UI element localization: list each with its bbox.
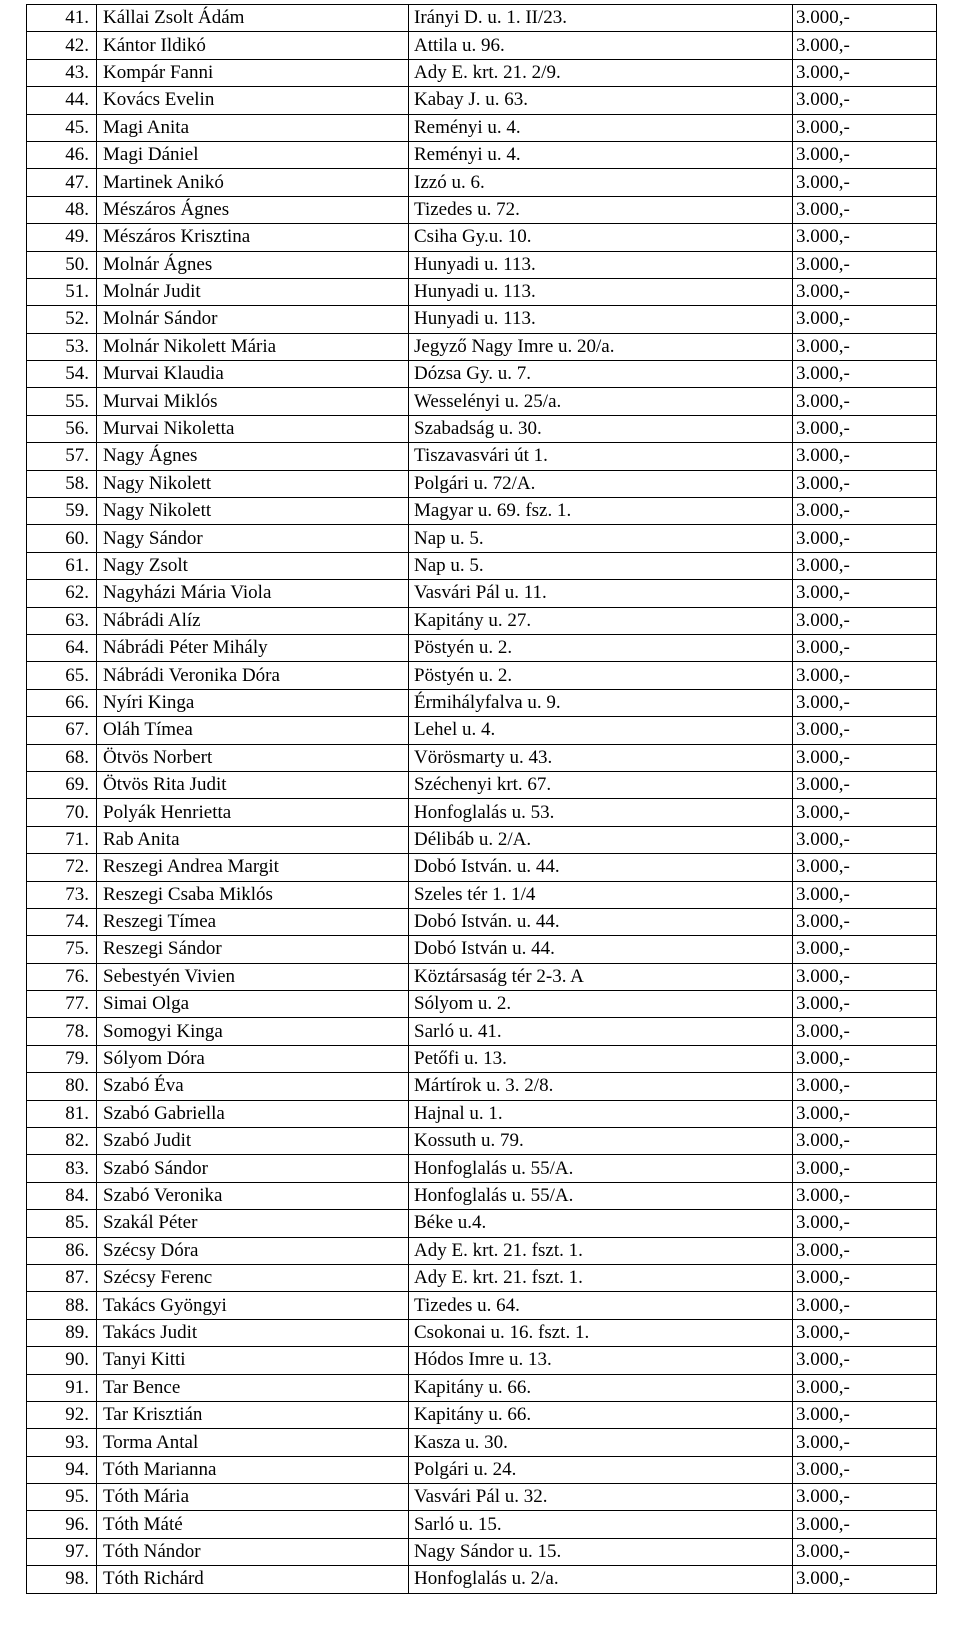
address-cell: Pöstyén u. 2.	[409, 634, 793, 661]
address-cell: Érmihályfalva u. 9.	[409, 689, 793, 716]
table-row	[27, 333, 937, 360]
address-cell: Hunyadi u. 113.	[409, 278, 793, 305]
row-number-cell: 71.	[27, 826, 97, 853]
amount-cell: 3.000,-	[793, 1045, 937, 1072]
table-row	[27, 224, 937, 251]
address-cell: Vörösmarty u. 43.	[409, 744, 793, 771]
amount-cell: 3.000,-	[793, 443, 937, 470]
table-row	[27, 1182, 937, 1209]
address-cell: Polgári u. 72/A.	[409, 470, 793, 497]
amount-cell: 3.000,-	[793, 498, 937, 525]
address-cell: Szeles tér 1. 1/4	[409, 881, 793, 908]
amount-cell: 3.000,-	[793, 1566, 937, 1593]
table-row	[27, 498, 937, 525]
person-name-cell: Reszegi Csaba Miklós	[97, 881, 409, 908]
table-row	[27, 1292, 937, 1319]
amount-cell: 3.000,-	[793, 333, 937, 360]
table-row	[27, 361, 937, 388]
address-cell: Dózsa Gy. u. 7.	[409, 361, 793, 388]
row-number-cell: 62.	[27, 580, 97, 607]
person-name-cell: Kántor Ildikó	[97, 32, 409, 59]
address-cell: Csokonai u. 16. fszt. 1.	[409, 1319, 793, 1346]
person-name-cell: Takács Judit	[97, 1319, 409, 1346]
address-cell: Polgári u. 24.	[409, 1456, 793, 1483]
table-row	[27, 662, 937, 689]
table-row	[27, 1237, 937, 1264]
row-number-cell: 75.	[27, 936, 97, 963]
address-cell: Honfoglalás u. 2/a.	[409, 1566, 793, 1593]
row-number-cell: 41.	[27, 5, 97, 32]
person-name-cell: Nyíri Kinga	[97, 689, 409, 716]
amount-cell: 3.000,-	[793, 908, 937, 935]
table-row	[27, 799, 937, 826]
row-number-cell: 96.	[27, 1511, 97, 1538]
address-cell: Dobó István. u. 44.	[409, 854, 793, 881]
address-cell: Irányi D. u. 1. II/23.	[409, 5, 793, 32]
row-number-cell: 53.	[27, 333, 97, 360]
address-cell: Izzó u. 6.	[409, 169, 793, 196]
table-row	[27, 470, 937, 497]
person-name-cell: Magi Anita	[97, 114, 409, 141]
amount-cell: 3.000,-	[793, 1182, 937, 1209]
address-cell: Szabadság u. 30.	[409, 415, 793, 442]
amount-cell: 3.000,-	[793, 1538, 937, 1565]
person-name-cell: Szabó Sándor	[97, 1155, 409, 1182]
person-name-cell: Kompár Fanni	[97, 59, 409, 86]
address-cell: Ady E. krt. 21. fszt. 1.	[409, 1237, 793, 1264]
person-name-cell: Tóth Marianna	[97, 1456, 409, 1483]
row-number-cell: 44.	[27, 87, 97, 114]
row-number-cell: 63.	[27, 607, 97, 634]
person-name-cell: Takács Gyöngyi	[97, 1292, 409, 1319]
table-row	[27, 1374, 937, 1401]
person-name-cell: Rab Anita	[97, 826, 409, 853]
person-name-cell: Murvai Miklós	[97, 388, 409, 415]
row-number-cell: 56.	[27, 415, 97, 442]
person-name-cell: Sebestyén Vivien	[97, 963, 409, 990]
row-number-cell: 58.	[27, 470, 97, 497]
row-number-cell: 72.	[27, 854, 97, 881]
person-name-cell: Szécsy Dóra	[97, 1237, 409, 1264]
person-name-cell: Murvai Nikoletta	[97, 415, 409, 442]
amount-cell: 3.000,-	[793, 826, 937, 853]
address-cell: Délibáb u. 2/A.	[409, 826, 793, 853]
row-number-cell: 74.	[27, 908, 97, 935]
amount-cell: 3.000,-	[793, 744, 937, 771]
person-name-cell: Nagyházi Mária Viola	[97, 580, 409, 607]
row-number-cell: 93.	[27, 1429, 97, 1456]
address-cell: Dobó István. u. 44.	[409, 908, 793, 935]
amount-cell: 3.000,-	[793, 1292, 937, 1319]
person-name-cell: Tóth Nándor	[97, 1538, 409, 1565]
address-cell: Hódos Imre u. 13.	[409, 1347, 793, 1374]
person-name-cell: Reszegi Sándor	[97, 936, 409, 963]
row-number-cell: 70.	[27, 799, 97, 826]
row-number-cell: 88.	[27, 1292, 97, 1319]
address-cell: Sarló u. 41.	[409, 1018, 793, 1045]
address-cell: Hunyadi u. 113.	[409, 306, 793, 333]
row-number-cell: 86.	[27, 1237, 97, 1264]
address-cell: Sólyom u. 2.	[409, 991, 793, 1018]
row-number-cell: 80.	[27, 1073, 97, 1100]
person-name-cell: Szabó Judit	[97, 1128, 409, 1155]
row-number-cell: 64.	[27, 634, 97, 661]
row-number-cell: 65.	[27, 662, 97, 689]
amount-cell: 3.000,-	[793, 1511, 937, 1538]
row-number-cell: 91.	[27, 1374, 97, 1401]
person-name-cell: Nábrádi Alíz	[97, 607, 409, 634]
row-number-cell: 59.	[27, 498, 97, 525]
table-row	[27, 114, 937, 141]
table-row	[27, 5, 937, 32]
address-cell: Magyar u. 69. fsz. 1.	[409, 498, 793, 525]
row-number-cell: 69.	[27, 771, 97, 798]
amount-cell: 3.000,-	[793, 361, 937, 388]
row-number-cell: 98.	[27, 1566, 97, 1593]
table-row	[27, 59, 937, 86]
amount-cell: 3.000,-	[793, 1264, 937, 1291]
amount-cell: 3.000,-	[793, 580, 937, 607]
address-cell: Dobó István u. 44.	[409, 936, 793, 963]
row-number-cell: 81.	[27, 1100, 97, 1127]
person-name-cell: Reszegi Andrea Margit	[97, 854, 409, 881]
address-cell: Kossuth u. 79.	[409, 1128, 793, 1155]
table-row	[27, 881, 937, 908]
amount-cell: 3.000,-	[793, 525, 937, 552]
table-row	[27, 141, 937, 168]
table-row	[27, 443, 937, 470]
amount-cell: 3.000,-	[793, 1018, 937, 1045]
amount-cell: 3.000,-	[793, 854, 937, 881]
table-row	[27, 1073, 937, 1100]
address-cell: Kapitány u. 66.	[409, 1374, 793, 1401]
table-row	[27, 1045, 937, 1072]
address-cell: Ady E. krt. 21. fszt. 1.	[409, 1264, 793, 1291]
address-cell: Honfoglalás u. 53.	[409, 799, 793, 826]
table-row	[27, 607, 937, 634]
table-row	[27, 826, 937, 853]
table-row	[27, 854, 937, 881]
address-cell: Tizedes u. 72.	[409, 196, 793, 223]
row-number-cell: 97.	[27, 1538, 97, 1565]
address-cell: Jegyző Nagy Imre u. 20/a.	[409, 333, 793, 360]
address-cell: Ady E. krt. 21. 2/9.	[409, 59, 793, 86]
row-number-cell: 46.	[27, 141, 97, 168]
row-number-cell: 48.	[27, 196, 97, 223]
row-number-cell: 67.	[27, 717, 97, 744]
row-number-cell: 68.	[27, 744, 97, 771]
table-row	[27, 1100, 937, 1127]
person-name-cell: Kállai Zsolt Ádám	[97, 5, 409, 32]
table-row	[27, 1128, 937, 1155]
address-cell: Honfoglalás u. 55/A.	[409, 1182, 793, 1209]
person-name-cell: Tanyi Kitti	[97, 1347, 409, 1374]
person-name-cell: Tóth Máté	[97, 1511, 409, 1538]
amount-cell: 3.000,-	[793, 1100, 937, 1127]
address-cell: Attila u. 96.	[409, 32, 793, 59]
amount-cell: 3.000,-	[793, 1401, 937, 1428]
amount-cell: 3.000,-	[793, 196, 937, 223]
table-row	[27, 1155, 937, 1182]
amount-cell: 3.000,-	[793, 552, 937, 579]
table-row	[27, 1566, 937, 1593]
amount-cell: 3.000,-	[793, 1484, 937, 1511]
row-number-cell: 82.	[27, 1128, 97, 1155]
person-name-cell: Szécsy Ferenc	[97, 1264, 409, 1291]
person-name-cell: Simai Olga	[97, 991, 409, 1018]
amount-cell: 3.000,-	[793, 1347, 937, 1374]
table-row	[27, 771, 937, 798]
row-number-cell: 54.	[27, 361, 97, 388]
amount-cell: 3.000,-	[793, 799, 937, 826]
address-cell: Köztársaság tér 2-3. A	[409, 963, 793, 990]
person-name-cell: Kovács Evelin	[97, 87, 409, 114]
person-name-cell: Sólyom Dóra	[97, 1045, 409, 1072]
table-row	[27, 717, 937, 744]
address-cell: Lehel u. 4.	[409, 717, 793, 744]
row-number-cell: 90.	[27, 1347, 97, 1374]
person-name-cell: Szabó Gabriella	[97, 1100, 409, 1127]
row-number-cell: 50.	[27, 251, 97, 278]
person-name-cell: Molnár Judit	[97, 278, 409, 305]
amount-cell: 3.000,-	[793, 936, 937, 963]
row-number-cell: 89.	[27, 1319, 97, 1346]
person-name-cell: Molnár Sándor	[97, 306, 409, 333]
person-name-cell: Mészáros Ágnes	[97, 196, 409, 223]
table-row	[27, 689, 937, 716]
amount-cell: 3.000,-	[793, 1210, 937, 1237]
table-row	[27, 196, 937, 223]
amount-cell: 3.000,-	[793, 169, 937, 196]
row-number-cell: 45.	[27, 114, 97, 141]
table-row	[27, 1538, 937, 1565]
person-name-cell: Ötvös Rita Judit	[97, 771, 409, 798]
amount-cell: 3.000,-	[793, 1456, 937, 1483]
address-cell: Kapitány u. 27.	[409, 607, 793, 634]
table-row	[27, 1429, 937, 1456]
table-row	[27, 1484, 937, 1511]
donor-table	[26, 4, 937, 1594]
amount-cell: 3.000,-	[793, 388, 937, 415]
amount-cell: 3.000,-	[793, 717, 937, 744]
person-name-cell: Nagy Ágnes	[97, 443, 409, 470]
row-number-cell: 57.	[27, 443, 97, 470]
table-row	[27, 1210, 937, 1237]
person-name-cell: Tóth Mária	[97, 1484, 409, 1511]
address-cell: Pöstyén u. 2.	[409, 662, 793, 689]
amount-cell: 3.000,-	[793, 251, 937, 278]
table-row	[27, 580, 937, 607]
address-cell: Nap u. 5.	[409, 552, 793, 579]
amount-cell: 3.000,-	[793, 470, 937, 497]
amount-cell: 3.000,-	[793, 881, 937, 908]
amount-cell: 3.000,-	[793, 59, 937, 86]
person-name-cell: Somogyi Kinga	[97, 1018, 409, 1045]
address-cell: Vasvári Pál u. 32.	[409, 1484, 793, 1511]
table-row	[27, 87, 937, 114]
person-name-cell: Magi Dániel	[97, 141, 409, 168]
row-number-cell: 95.	[27, 1484, 97, 1511]
table-row	[27, 415, 937, 442]
address-cell: Tizedes u. 64.	[409, 1292, 793, 1319]
person-name-cell: Tóth Richárd	[97, 1566, 409, 1593]
amount-cell: 3.000,-	[793, 278, 937, 305]
person-name-cell: Nagy Zsolt	[97, 552, 409, 579]
amount-cell: 3.000,-	[793, 771, 937, 798]
person-name-cell: Oláh Tímea	[97, 717, 409, 744]
person-name-cell: Martinek Anikó	[97, 169, 409, 196]
address-cell: Sarló u. 15.	[409, 1511, 793, 1538]
table-row	[27, 306, 937, 333]
address-cell: Hunyadi u. 113.	[409, 251, 793, 278]
address-cell: Hajnal u. 1.	[409, 1100, 793, 1127]
person-name-cell: Molnár Ágnes	[97, 251, 409, 278]
address-cell: Vasvári Pál u. 11.	[409, 580, 793, 607]
table-row	[27, 963, 937, 990]
address-cell: Csiha Gy.u. 10.	[409, 224, 793, 251]
person-name-cell: Szabó Éva	[97, 1073, 409, 1100]
row-number-cell: 85.	[27, 1210, 97, 1237]
person-name-cell: Polyák Henrietta	[97, 799, 409, 826]
amount-cell: 3.000,-	[793, 224, 937, 251]
address-cell: Béke u.4.	[409, 1210, 793, 1237]
row-number-cell: 73.	[27, 881, 97, 908]
table-row	[27, 1511, 937, 1538]
table-row	[27, 525, 937, 552]
amount-cell: 3.000,-	[793, 5, 937, 32]
row-number-cell: 55.	[27, 388, 97, 415]
row-number-cell: 61.	[27, 552, 97, 579]
table-row	[27, 936, 937, 963]
table-row	[27, 991, 937, 1018]
person-name-cell: Szakál Péter	[97, 1210, 409, 1237]
person-name-cell: Reszegi Tímea	[97, 908, 409, 935]
amount-cell: 3.000,-	[793, 141, 937, 168]
amount-cell: 3.000,-	[793, 1128, 937, 1155]
row-number-cell: 60.	[27, 525, 97, 552]
amount-cell: 3.000,-	[793, 991, 937, 1018]
amount-cell: 3.000,-	[793, 87, 937, 114]
amount-cell: 3.000,-	[793, 1155, 937, 1182]
address-cell: Kabay J. u. 63.	[409, 87, 793, 114]
row-number-cell: 51.	[27, 278, 97, 305]
row-number-cell: 83.	[27, 1155, 97, 1182]
address-cell: Reményi u. 4.	[409, 114, 793, 141]
row-number-cell: 52.	[27, 306, 97, 333]
row-number-cell: 43.	[27, 59, 97, 86]
person-name-cell: Mészáros Krisztina	[97, 224, 409, 251]
person-name-cell: Molnár Nikolett Mária	[97, 333, 409, 360]
table-row	[27, 552, 937, 579]
address-cell: Wesselényi u. 25/a.	[409, 388, 793, 415]
table-row	[27, 251, 937, 278]
person-name-cell: Torma Antal	[97, 1429, 409, 1456]
donor-table-body	[27, 5, 937, 1594]
amount-cell: 3.000,-	[793, 1237, 937, 1264]
address-cell: Honfoglalás u. 55/A.	[409, 1155, 793, 1182]
table-row	[27, 1456, 937, 1483]
person-name-cell: Murvai Klaudia	[97, 361, 409, 388]
person-name-cell: Nábrádi Veronika Dóra	[97, 662, 409, 689]
address-cell: Kapitány u. 66.	[409, 1401, 793, 1428]
person-name-cell: Nagy Nikolett	[97, 498, 409, 525]
address-cell: Mártírok u. 3. 2/8.	[409, 1073, 793, 1100]
amount-cell: 3.000,-	[793, 1374, 937, 1401]
amount-cell: 3.000,-	[793, 114, 937, 141]
table-row	[27, 1018, 937, 1045]
person-name-cell: Ötvös Norbert	[97, 744, 409, 771]
person-name-cell: Nagy Sándor	[97, 525, 409, 552]
row-number-cell: 66.	[27, 689, 97, 716]
table-row	[27, 908, 937, 935]
amount-cell: 3.000,-	[793, 1319, 937, 1346]
person-name-cell: Tar Krisztián	[97, 1401, 409, 1428]
row-number-cell: 84.	[27, 1182, 97, 1209]
address-cell: Nagy Sándor u. 15.	[409, 1538, 793, 1565]
table-row	[27, 1347, 937, 1374]
table-row	[27, 634, 937, 661]
person-name-cell: Tar Bence	[97, 1374, 409, 1401]
table-row	[27, 32, 937, 59]
row-number-cell: 77.	[27, 991, 97, 1018]
row-number-cell: 47.	[27, 169, 97, 196]
address-cell: Petőfi u. 13.	[409, 1045, 793, 1072]
table-row	[27, 744, 937, 771]
address-cell: Kasza u. 30.	[409, 1429, 793, 1456]
amount-cell: 3.000,-	[793, 1073, 937, 1100]
table-row	[27, 278, 937, 305]
person-name-cell: Nábrádi Péter Mihály	[97, 634, 409, 661]
amount-cell: 3.000,-	[793, 689, 937, 716]
amount-cell: 3.000,-	[793, 32, 937, 59]
amount-cell: 3.000,-	[793, 415, 937, 442]
address-cell: Tiszavasvári út 1.	[409, 443, 793, 470]
table-row	[27, 1319, 937, 1346]
row-number-cell: 42.	[27, 32, 97, 59]
table-row	[27, 1401, 937, 1428]
address-cell: Reményi u. 4.	[409, 141, 793, 168]
row-number-cell: 49.	[27, 224, 97, 251]
table-row	[27, 388, 937, 415]
amount-cell: 3.000,-	[793, 634, 937, 661]
row-number-cell: 79.	[27, 1045, 97, 1072]
row-number-cell: 78.	[27, 1018, 97, 1045]
table-row	[27, 169, 937, 196]
row-number-cell: 87.	[27, 1264, 97, 1291]
amount-cell: 3.000,-	[793, 963, 937, 990]
address-cell: Széchenyi krt. 67.	[409, 771, 793, 798]
row-number-cell: 76.	[27, 963, 97, 990]
amount-cell: 3.000,-	[793, 306, 937, 333]
person-name-cell: Szabó Veronika	[97, 1182, 409, 1209]
person-name-cell: Nagy Nikolett	[97, 470, 409, 497]
row-number-cell: 92.	[27, 1401, 97, 1428]
table-row	[27, 1264, 937, 1291]
row-number-cell: 94.	[27, 1456, 97, 1483]
amount-cell: 3.000,-	[793, 607, 937, 634]
address-cell: Nap u. 5.	[409, 525, 793, 552]
amount-cell: 3.000,-	[793, 662, 937, 689]
amount-cell: 3.000,-	[793, 1429, 937, 1456]
